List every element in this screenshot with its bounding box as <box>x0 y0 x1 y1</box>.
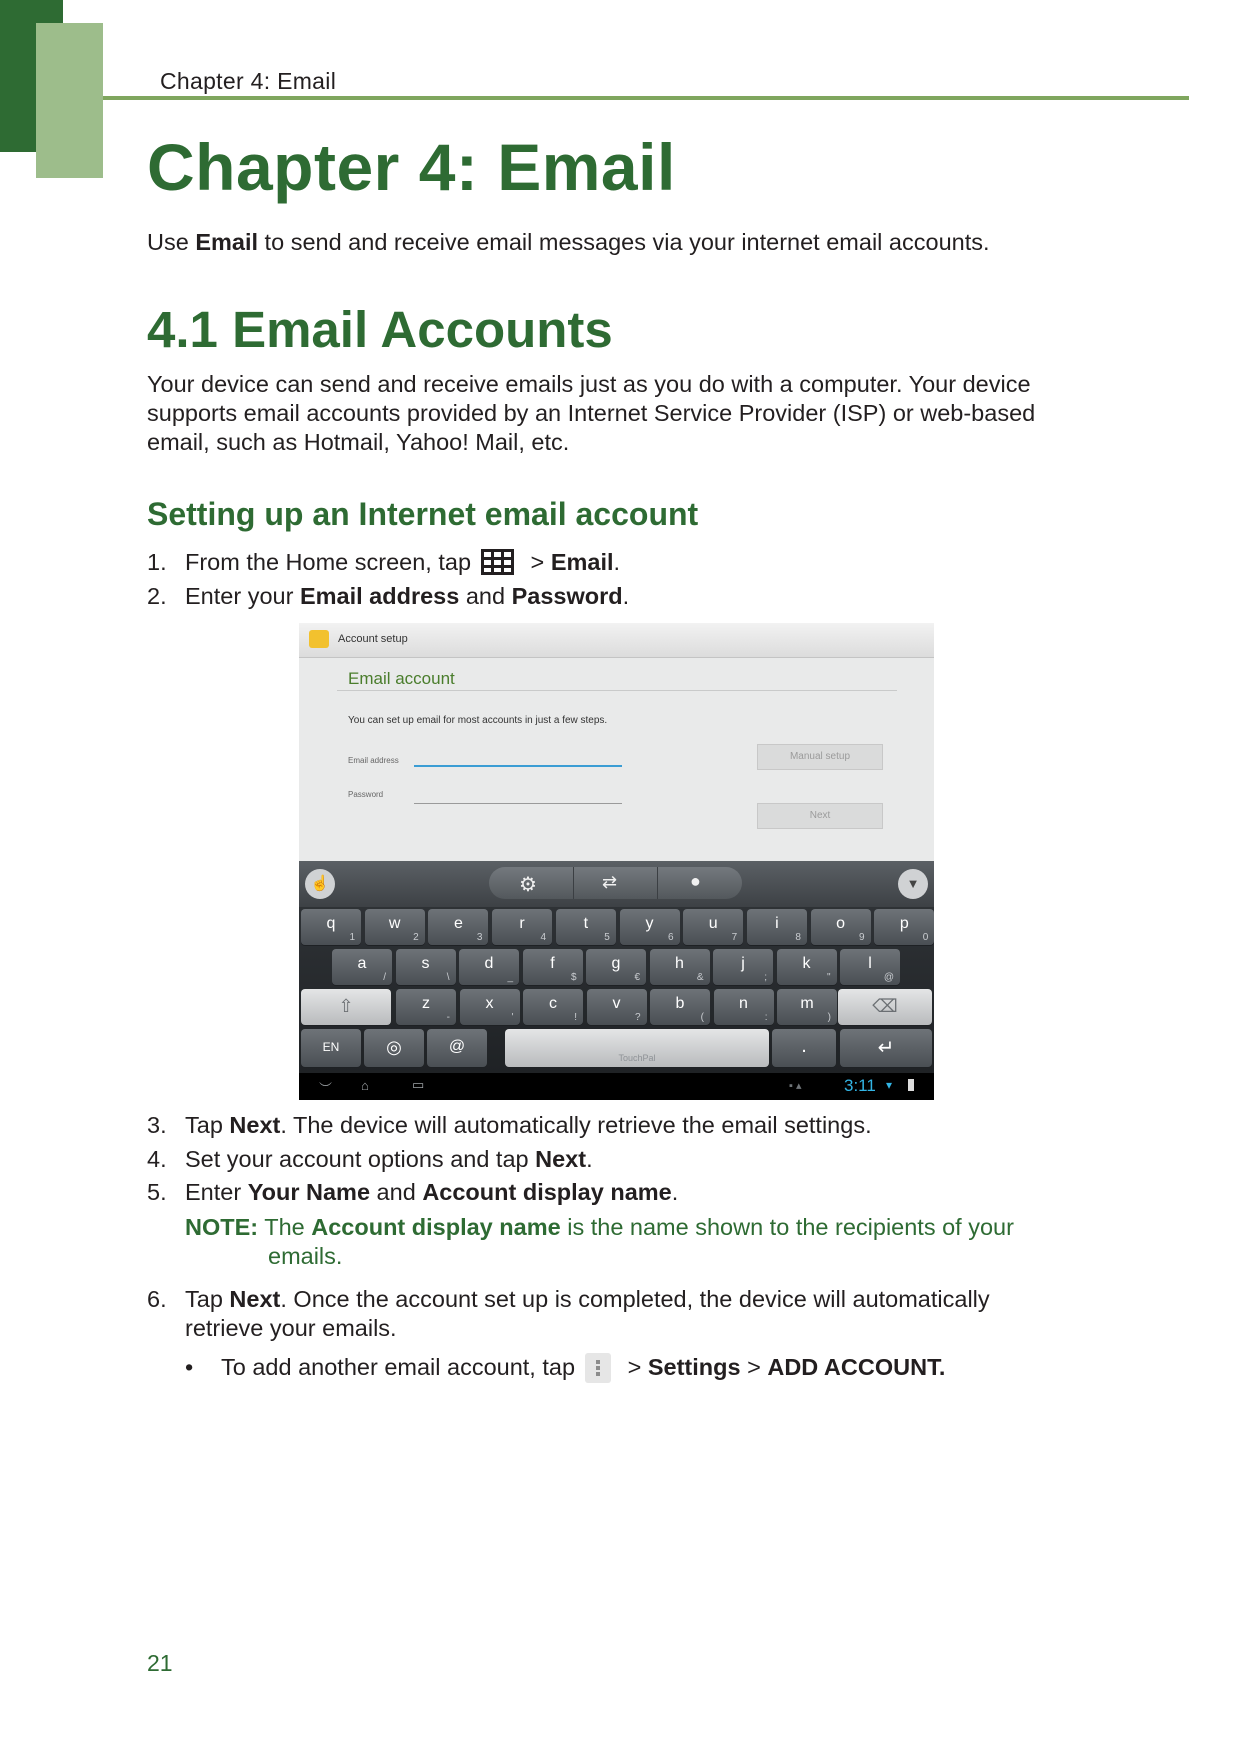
key-label: t <box>583 915 589 932</box>
email-label: Email address <box>348 756 399 765</box>
key-secondary-label: / <box>383 972 386 983</box>
key-q[interactable] <box>301 909 361 945</box>
note: NOTE: The Account display name is the name shown to the recipients of your emails. <box>185 1214 1014 1269</box>
status-time: 3:11 <box>844 1076 876 1095</box>
key-m[interactable] <box>777 989 837 1025</box>
form-instruction: You can set up email for most accounts in just a few steps. <box>348 715 608 726</box>
key-b[interactable] <box>650 989 710 1025</box>
key-c[interactable] <box>523 989 583 1025</box>
next-button[interactable]: Next <box>757 803 883 829</box>
header-rule <box>103 96 1189 100</box>
key-label: g <box>611 955 621 972</box>
key-w[interactable] <box>365 909 425 945</box>
overflow-menu-icon <box>585 1353 611 1383</box>
step-5: 5. Enter Your Name and Account display name. <box>147 1179 679 1205</box>
key-label: n <box>739 995 748 1012</box>
wifi-icon: ▾ <box>886 1078 893 1092</box>
key-secondary-label: & <box>696 972 704 983</box>
backspace-key[interactable]: ⌫ <box>838 989 932 1025</box>
key-l[interactable] <box>840 949 900 985</box>
step-1: 1. From the Home screen, tap > Email. <box>147 549 621 575</box>
key-a[interactable] <box>332 949 392 985</box>
key-secondary-label: € <box>634 972 640 983</box>
form-divider <box>337 690 897 691</box>
key-label: z <box>422 995 430 1012</box>
key-label: w <box>388 915 401 932</box>
key-label: a <box>357 955 367 972</box>
key-secondary-label: 4 <box>540 932 547 943</box>
subsection-title: Setting up an Internet email account <box>147 496 699 532</box>
key-row-3 <box>299 989 934 1027</box>
key-row-2 <box>299 949 934 987</box>
key-secondary-label: - <box>446 1012 450 1023</box>
key-t[interactable] <box>556 909 616 945</box>
email-app-icon <box>309 630 329 648</box>
system-bar <box>299 1073 934 1100</box>
key-label: r <box>519 915 525 932</box>
key-g[interactable] <box>586 949 646 985</box>
key-label: e <box>453 915 463 932</box>
battery-icon <box>908 1079 914 1091</box>
key-secondary-label: 1 <box>349 932 355 943</box>
password-input[interactable] <box>414 803 622 804</box>
recent-apps-icon[interactable]: ▭ <box>412 1077 425 1092</box>
chapter-title: Chapter 4: Email <box>147 130 676 204</box>
step-6: 6. Tap Next. Once the account set up is completed, the device will automatically retrieve your emails. <box>147 1286 990 1341</box>
key-secondary-label: ! <box>574 1012 577 1023</box>
key-n[interactable] <box>714 989 774 1025</box>
home-icon[interactable]: ⌂ <box>361 1078 369 1093</box>
key-label: l <box>868 955 872 972</box>
password-label: Password <box>348 790 384 799</box>
key-label: y <box>645 915 654 932</box>
key-secondary-label: $ <box>570 972 577 983</box>
action-bar <box>299 623 934 658</box>
keyboard-toolbar <box>299 861 934 907</box>
key-secondary-label: 9 <box>859 932 865 943</box>
app-title: Account setup <box>338 633 408 645</box>
enter-key[interactable]: ↵ <box>840 1029 932 1067</box>
pill-divider <box>657 867 658 899</box>
key-secondary-label: 6 <box>667 932 674 943</box>
key-k[interactable] <box>777 949 837 985</box>
settings-gear-icon[interactable]: ⚙ <box>519 874 537 896</box>
switch-layout-icon[interactable]: ⇄ <box>602 872 618 892</box>
at-key[interactable]: @ <box>427 1029 487 1067</box>
email-input[interactable] <box>414 765 622 767</box>
key-h[interactable] <box>650 949 710 985</box>
key-secondary-label: 7 <box>731 932 738 943</box>
step-2: 2. Enter your Email address and Password. <box>147 583 630 609</box>
key-label: c <box>549 995 557 1012</box>
notification-icons: ▪ ▴ <box>789 1080 802 1092</box>
manual-setup-button[interactable]: Manual setup <box>757 744 883 770</box>
key-secondary-label: : <box>764 1012 768 1023</box>
key-secondary-label: 8 <box>795 932 801 943</box>
form-title: Email account <box>348 669 455 688</box>
key-label: m <box>800 995 814 1012</box>
paragraph-line: Your device can send and receive emails just as you do with a computer. Your device <box>147 371 1031 397</box>
step-3: 3. Tap Next. The device will automatically retrieve the email settings. <box>147 1112 872 1138</box>
keyboard <box>299 861 934 1073</box>
page-number: 21 <box>147 1650 173 1676</box>
key-secondary-label: ? <box>634 1012 641 1023</box>
key-secondary-label: \ <box>446 972 450 983</box>
key-secondary-label: 0 <box>922 932 929 943</box>
key-secondary-label: 2 <box>413 932 419 943</box>
running-header: Chapter 4: Email <box>160 68 337 94</box>
key-secondary-label: _ <box>507 972 513 983</box>
key-x[interactable] <box>460 989 520 1025</box>
globe-icon[interactable]: ◎ <box>364 1029 424 1067</box>
paragraph-line: email, such as Hotmail, Yahoo! Mail, etc. <box>147 429 570 455</box>
key-secondary-label: ( <box>700 1012 704 1023</box>
key-d[interactable] <box>459 949 519 985</box>
key-o[interactable] <box>811 909 871 945</box>
toolbar-pill <box>489 867 742 899</box>
key-row-1 <box>299 909 934 947</box>
intro-paragraph: Use Email to send and receive email messages via your internet email accounts. <box>147 229 990 255</box>
key-label: v <box>612 995 621 1012</box>
back-icon[interactable]: ︶ <box>319 1081 333 1096</box>
key-v[interactable] <box>587 989 647 1025</box>
key-s[interactable] <box>396 949 456 985</box>
microphone-icon[interactable]: ● <box>690 871 701 891</box>
step-4: 4. Set your account options and tap Next. <box>147 1146 593 1172</box>
paragraph-line: supports email accounts provided by an Internet Service Provider (ISP) or web-based <box>147 400 1036 426</box>
key-label: o <box>836 915 846 932</box>
key-label: b <box>675 995 685 1012</box>
key-label: i <box>775 915 779 932</box>
section-paragraph <box>147 370 1035 457</box>
period-key[interactable]: . <box>772 1029 836 1067</box>
key-secondary-label: ) <box>827 1012 831 1023</box>
key-label: p <box>899 915 909 932</box>
key-z[interactable] <box>396 989 456 1025</box>
key-label: x <box>485 995 494 1012</box>
key-secondary-label: ; <box>764 972 767 983</box>
key-secondary-label: 5 <box>604 932 610 943</box>
key-label: j <box>741 955 745 972</box>
key-label: f <box>550 955 555 972</box>
key-secondary-label: " <box>826 972 831 983</box>
key-label: u <box>708 915 718 932</box>
key-y[interactable] <box>620 909 680 945</box>
key-f[interactable] <box>523 949 583 985</box>
account-setup-screenshot <box>299 623 934 1100</box>
bullet-add-account: • To add another email account, tap > Settings > ADD ACCOUNT. <box>185 1353 945 1383</box>
key-u[interactable] <box>683 909 743 945</box>
key-label: k <box>802 955 811 972</box>
key-label: q <box>326 915 336 932</box>
hide-keyboard-icon[interactable]: ▼ <box>898 869 928 899</box>
touch-icon[interactable]: ☝ <box>305 869 335 899</box>
key-label: s <box>421 955 430 972</box>
key-i[interactable] <box>747 909 807 945</box>
key-label: d <box>484 955 494 972</box>
shift-key[interactable]: ⇧ <box>301 989 391 1025</box>
space-key[interactable]: TouchPal <box>505 1029 769 1067</box>
key-e[interactable] <box>428 909 488 945</box>
language-key[interactable]: EN <box>301 1029 361 1067</box>
apps-grid-icon <box>481 549 514 575</box>
key-secondary-label: 3 <box>476 932 483 943</box>
section-title: 4.1 Email Accounts <box>147 301 613 358</box>
key-r[interactable] <box>492 909 552 945</box>
key-label: h <box>675 955 684 972</box>
key-secondary-label: @ <box>883 972 894 983</box>
key-secondary-label: ' <box>511 1012 514 1023</box>
pill-divider <box>573 867 574 899</box>
key-row-4 <box>299 1029 934 1069</box>
chapter-tab-light <box>36 23 103 178</box>
key-p[interactable] <box>874 909 934 945</box>
key-j[interactable] <box>713 949 773 985</box>
